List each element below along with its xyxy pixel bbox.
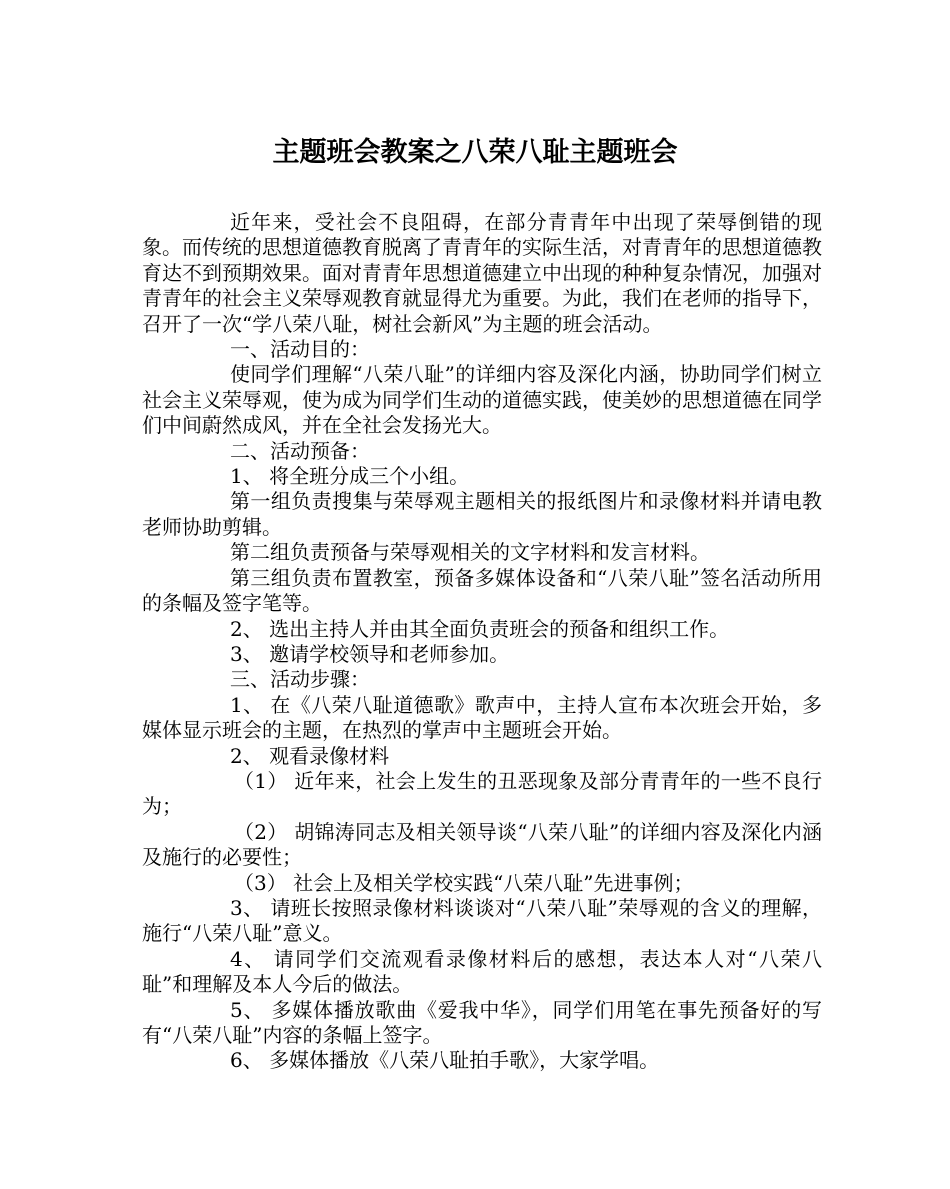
- paragraph-intro: 近年来，受社会不良阻碍，在部分青青年中出现了荣辱倒错的现象。而传统的思想道德教育脱离了青青年的实际生活，对青青年的思想道德教育达不到预期效果。面对青青年思想道德建立中出现的种种复杂情况，加强对青青年的社会主义荣辱观教育就显得尤为重要。为此，我们在老师的指导下，召开了一次“学八荣八耻，树社会新风”为主题的班会活动。: [142, 210, 822, 336]
- document-title: 主题班会教案之八荣八耻主题班会: [272, 137, 678, 168]
- paragraph-purpose: 使同学们理解“八荣八耻”的详细内容及深化内涵，协助同学们树立社会主义荣辱观，使为成为同学们生动的道德实践，使美妙的思想道德在同学们中间蔚然成风，并在全社会发扬光大。: [142, 362, 822, 438]
- step-6: 6、 多媒体播放《八荣八耻拍手歌》，大家学唱。: [230, 1048, 660, 1073]
- step-2-sub-2: （2） 胡锦涛同志及相关领导谈“八荣八耻”的详细内容及深化内涵及施行的必要性；: [142, 819, 822, 870]
- heading-steps: 三、活动步骤：: [230, 667, 370, 692]
- step-1: 1、 在《八荣八耻道德歌》歌声中，主持人宣布本次班会开始，多媒体显示班会的主题，在热烈的掌声中主题班会开始。: [142, 692, 822, 743]
- step-5: 5、 多媒体播放歌曲《爱我中华》，同学们用笔在事先预备好的写有“八荣八耻”内容的条幅上签字。: [142, 997, 822, 1047]
- prep-item-1: 1、 将全班分成三个小组。: [230, 464, 470, 489]
- prep-item-2: 2、 选出主持人并由其全面负责班会的预备和组织工作。: [230, 616, 730, 641]
- step-2-sub-1: （1） 近年来，社会上发生的丑恶现象及部分青青年的一些不良行为；: [142, 768, 822, 819]
- step-4: 4、 请同学们交流观看录像材料后的感想，表达本人对“八荣八耻”和理解及本人今后的做法。: [142, 946, 822, 997]
- document-body: [142, 210, 822, 1074]
- heading-purpose: 一、活动目的：: [230, 337, 370, 362]
- prep-item-3: 3、 邀请学校领导和老师参加。: [230, 641, 510, 666]
- prep-group-3: 第三组负责布置教室，预备多媒体设备和“八荣八耻”签名活动所用的条幅及签字笔等。: [142, 565, 822, 616]
- step-2-sub-3: （3） 社会上及相关学校实践“八荣八耻”先进事例；: [234, 870, 694, 895]
- prep-group-1: 第一组负责搜集与荣辱观主题相关的报纸图片和录像材料并请电教老师协助剪辑。: [142, 489, 822, 539]
- prep-group-2: 第二组负责预备与荣辱观相关的文字材料和发言材料。: [230, 540, 710, 565]
- step-2: 2、 观看录像材料: [230, 743, 390, 768]
- heading-preparation: 二、活动预备：: [230, 438, 370, 463]
- step-3: 3、 请班长按照录像材料谈谈对“八荣八耻”荣辱观的含义的理解，施行“八荣八耻”意义。: [142, 895, 822, 946]
